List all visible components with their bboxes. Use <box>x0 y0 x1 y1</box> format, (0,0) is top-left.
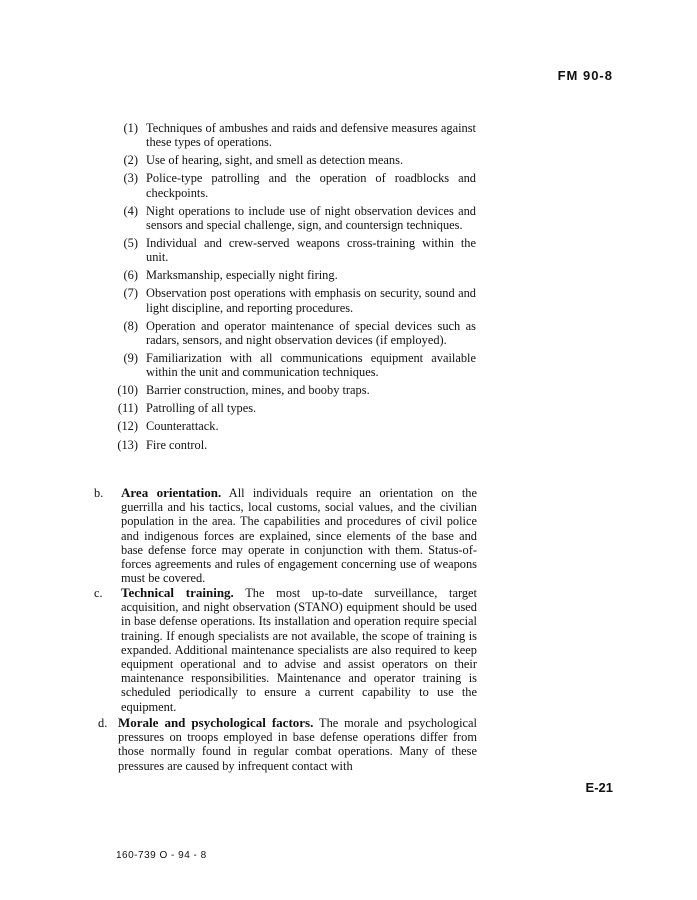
list-item-text: Techniques of ambushes and raids and defensive measures against these types of operations. <box>146 121 476 150</box>
list-item-number: (10) <box>117 383 138 398</box>
list-item-text: Operation and operator maintenance of special devices such as radars, sensors, and night observation devices (if employed). <box>146 318 476 347</box>
section-text: The most up-to-date surveillance, target acquisition, and night observation (STANO) equipment should be used in base defense operations. Its installation and operation require special training. If enough specialists are not available, the scope of training is expanded. Additional maintenance specialists are also required to keep equipment operational and to advise and assist operators on their maintenance responsibilities. Maintenance and operator training is scheduled periodically to ensure a current capability to use the equipment. <box>121 586 477 714</box>
list-item-number: (6) <box>123 268 138 283</box>
list-item-number: (1) <box>123 121 138 135</box>
list-item <box>104 351 476 379</box>
page-number: E-21 <box>585 780 613 795</box>
list-item-text: Individual and crew-served weapons cross-training within the unit. <box>146 235 476 265</box>
list-item-number: (2) <box>123 153 138 168</box>
list-item-number: (5) <box>123 235 138 250</box>
list-item-number: (3) <box>123 171 138 186</box>
list-item-number: (11) <box>117 401 138 416</box>
list-item <box>104 171 476 199</box>
list-item <box>104 121 476 149</box>
list-item-number: (9) <box>123 350 138 365</box>
section-morale-psychological <box>98 716 477 773</box>
list-item <box>104 286 476 314</box>
section-technical-training <box>94 586 477 714</box>
print-code: 160-739 O - 94 - 8 <box>116 850 207 861</box>
list-item <box>104 419 476 433</box>
list-item-number: (8) <box>123 318 138 333</box>
list-item <box>104 204 476 232</box>
list-item-text: Fire control. <box>146 437 208 452</box>
section-area-orientation <box>94 486 477 585</box>
manual-header: FM 90-8 <box>557 68 613 83</box>
list-item <box>104 236 476 264</box>
section-letter: b. <box>94 486 104 500</box>
list-item-text: Familiarization with all communications equipment available within the unit and communication techniques. <box>146 350 476 380</box>
list-item <box>104 153 476 167</box>
list-item-number: (7) <box>123 286 138 301</box>
list-item-number: (12) <box>117 419 138 434</box>
list-item-text: Patrolling of all types. <box>146 401 257 416</box>
list-item-text: Police-type patrolling and the operation of roadblocks and checkpoints. <box>146 171 476 200</box>
list-item <box>104 268 476 282</box>
list-item <box>104 383 476 397</box>
section-heading: Morale and psychological factors. <box>118 715 314 730</box>
section-letter: d. <box>98 716 108 730</box>
list-item-text: Use of hearing, sight, and smell as detection means. <box>146 153 404 168</box>
training-list <box>104 121 476 456</box>
section-text: All individuals require an orientation on the guerrilla and his tactics, local customs, social values, and the civilian population in the area. The capabilities and procedures of civil police and indigenous forces are explained, since elements of the base and base defense force may operate in conjunction with them. Status-of-forces agreements and rules of engagement concerning use of weapons must be covered. <box>121 486 478 586</box>
list-item <box>104 401 476 415</box>
list-item-number: (4) <box>123 203 138 218</box>
list-item-text: Marksmanship, especially night firing. <box>146 268 338 283</box>
list-item-text: Night operations to include use of night observation devices and sensors and special challenge, sign, and countersign techniques. <box>146 203 476 232</box>
section-letter: c. <box>94 586 103 600</box>
list-item-text: Counterattack. <box>146 419 219 434</box>
section-text: The morale and psychological pressures on troops employed in base defense operations differ from those normally found in regular combat operations. Many of these pressures are caused by infrequent contact with <box>118 716 477 773</box>
list-item-text: Barrier construction, mines, and booby traps. <box>146 383 370 398</box>
section-body <box>121 586 477 714</box>
list-item-number: (13) <box>117 437 138 452</box>
section-heading: Technical training. <box>121 585 234 600</box>
list-item-text: Observation post operations with emphasis on security, sound and light discipline, and reporting procedures. <box>146 286 476 315</box>
section-body <box>118 716 477 773</box>
list-item <box>104 319 476 347</box>
section-heading: Area orientation. <box>121 485 222 500</box>
section-body <box>121 486 477 585</box>
list-item <box>104 438 476 452</box>
